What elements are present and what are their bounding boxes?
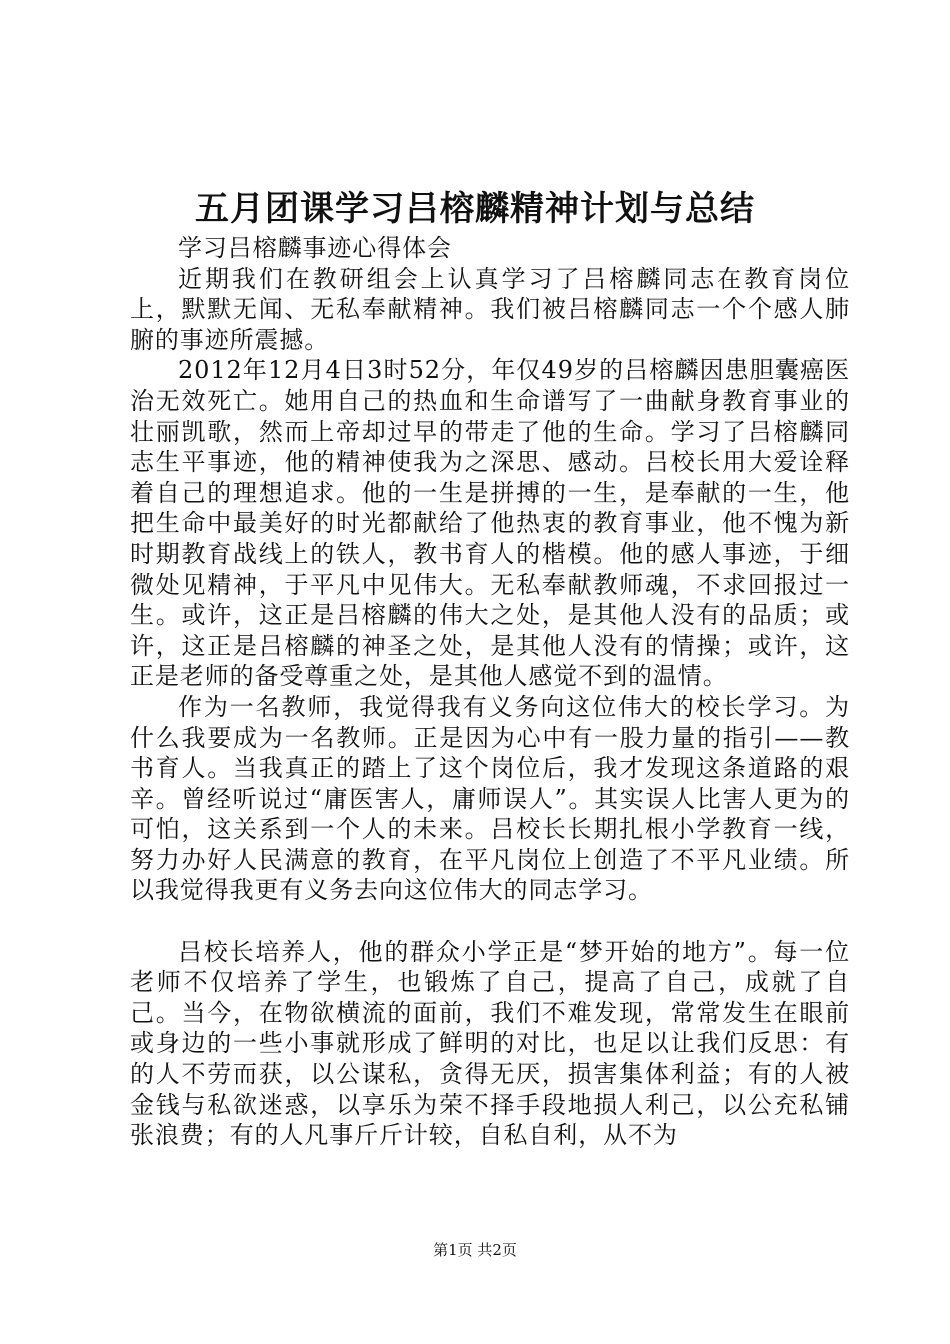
paragraph: 2012年12月4日3时52分，年仅49岁的吕榕麟因患胆囊癌医治无效死亡。她用自己的热血和生命谱写了一曲献身教育事业的壮丽凯歌，然而上帝却过早的带走了他的生命。学习了吕榕麟同志生平事迹，他的精神使我为之深思、感动。吕校长用大爱诠释着自己的理想追求。他的一生是拼搏的一生，是奉献的一生，他把生命中最美好的时光都献给了他热衷的教育事业，他不愧为新时期教育战线上的铁人，教书育人的楷模。他的感人事迹，于细微处见精神，于平凡中见伟大。无私奉献教师魂，不求回报过一生。或许，这正是吕榕麟的伟大之处，是其他人没有的品质；或许，这正是吕榕麟的神圣之处，是其他人没有的情操；或许，这正是老师的备受尊重之处，是其他人感觉不到的温情。	[130, 356, 850, 691]
document-body	[130, 233, 850, 1151]
document-subtitle: 学习吕榕麟事迹心得体会	[178, 234, 452, 262]
paragraph: 作为一名教师，我觉得我有义务向这位伟大的校长学习。为什么我要成为一名教师。正是因为心中有一股力量的指引——教书育人。当我真正的踏上了这个岗位后，我才发现这条道路的艰辛。曾经听说过“庸医害人，庸师误人”。其实误人比害人更为的可怕，这关系到一个人的未来。吕校长长期扎根小学教育一线，努力办好人民满意的教育，在平凡岗位上创造了不平凡业绩。所以我觉得我更有义务去向这位伟大的同志学习。	[130, 692, 850, 905]
paragraph-spacer	[130, 906, 850, 937]
page-number-footer: 第1页 共2页	[433, 1241, 517, 1259]
paragraph: 吕校长培养人，他的群众小学正是“梦开始的地方”。每一位老师不仅培养了学生，也锻炼了自己，提高了自己，成就了自己。当今，在物欲横流的面前，我们不难发现，常常发生在眼前或身边的一些小事就形成了鲜明的对比，也足以让我们反思：有的人不劳而获，以公谋私，贪得无厌，损害集体利益；有的人被金钱与私欲迷惑，以享乐为荣不择手段地损人利己，以公充私铺张浪费；有的人凡事斤斤计较，自私自利，从不为	[130, 937, 850, 1150]
paragraph: 近期我们在教研组会上认真学习了吕榕麟同志在教育岗位上，默默无闻、无私奉献精神。我们被吕榕麟同志一个个感人肺腑的事迹所震撼。	[130, 264, 850, 354]
document-title: 五月团课学习吕榕麟精神计划与总结	[195, 189, 755, 229]
